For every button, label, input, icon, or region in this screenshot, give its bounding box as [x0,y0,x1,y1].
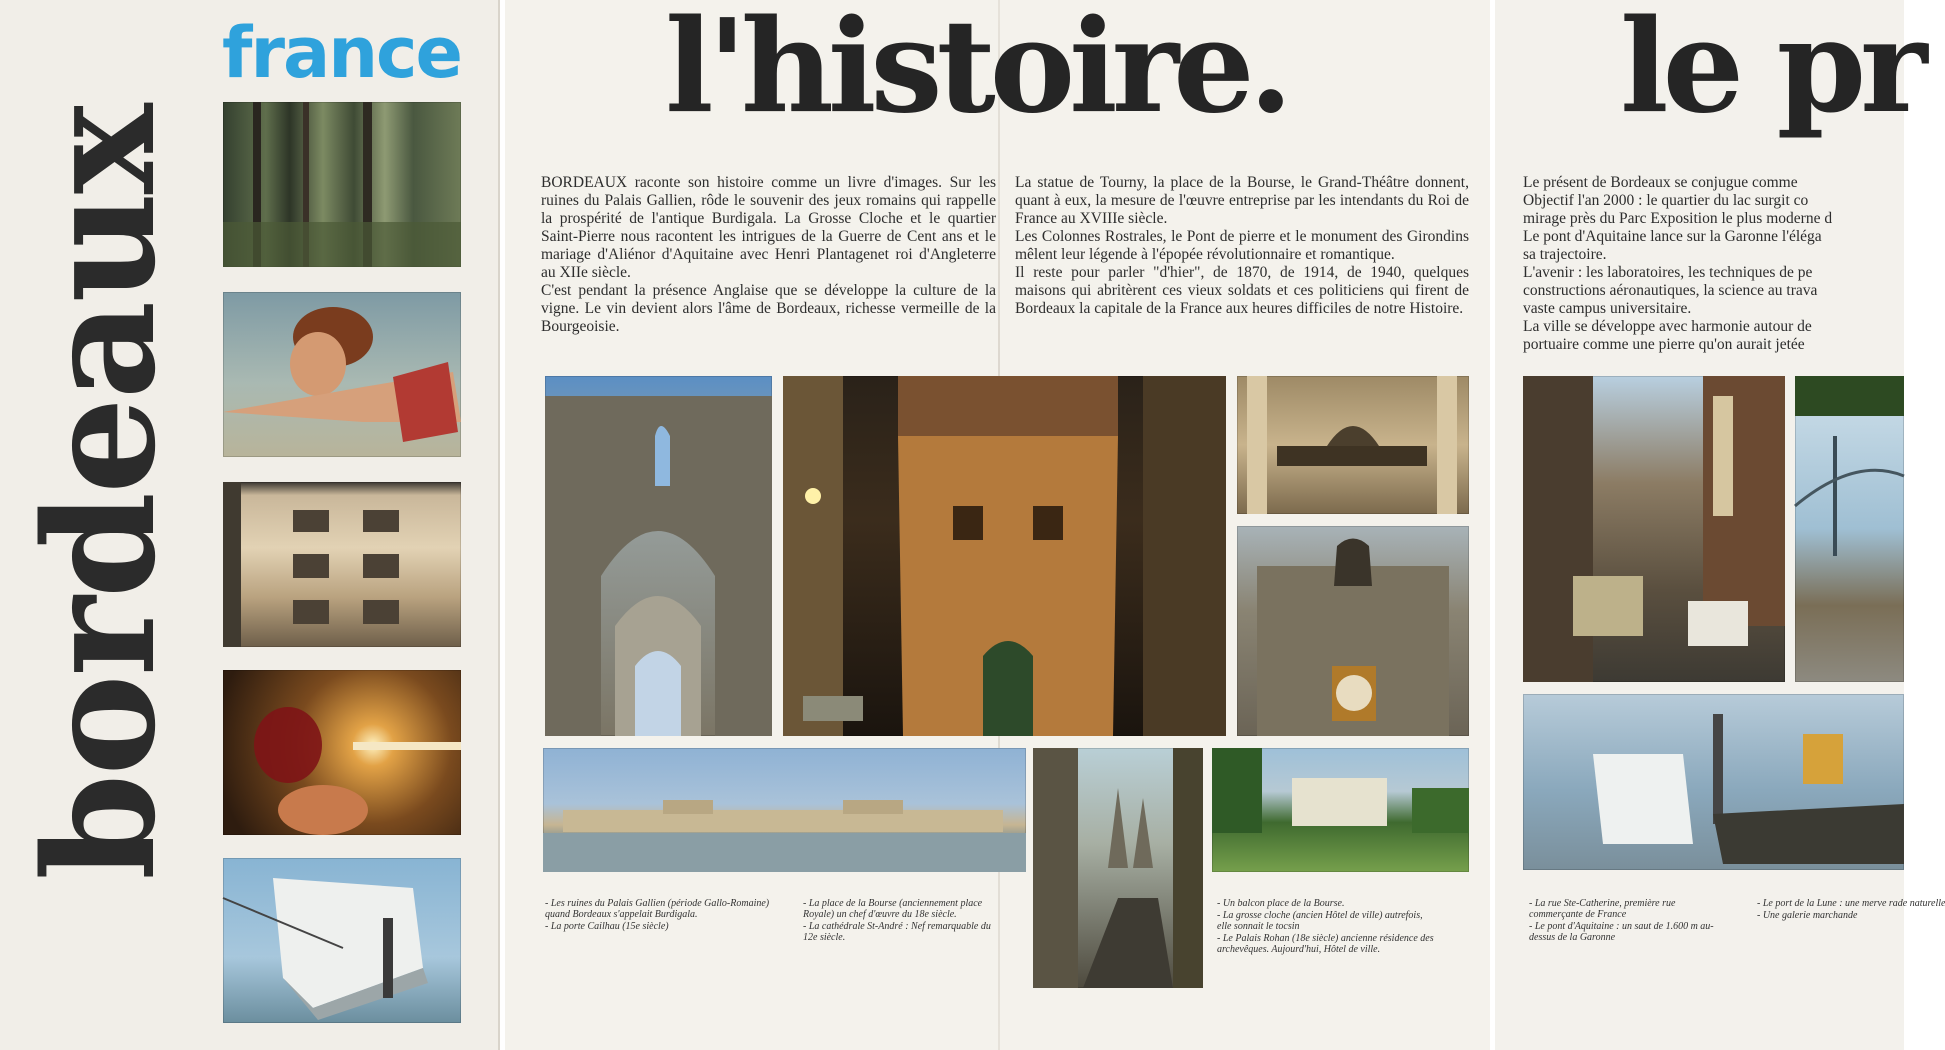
caption: - La rue Ste-Catherine, première rue commerçante de France [1529,898,1676,920]
caption: - La cathédrale St-André : Nef remarquable du 12e siècle. [803,921,991,943]
caption: - La porte Cailhau (15e siècle) [545,921,669,932]
photo-porte-cailhau [783,376,1226,736]
caption: - La place de la Bourse (anciennement place Royale) un chef d'œuvre du 18e siècle. [803,898,983,920]
present-title: le pr [1620,0,1922,142]
present-line: constructions aéronautiques, la science au trava [1523,282,1818,299]
history-paragraph: BORDEAUX raconte son histoire comme un livre d'images. Sur les ruines du Palais Gallien, rôde le souvenir des jeux romains qui rappelle la prospérité de l'antique Burdigala. La Grosse Cloche et le quartier Saint-Pierre nous racontent les intrigues de la Guerre de Cent ans et le mariage d'Aliénor d'Aquitaine avec Henri Plantagenet roi d'Angleterre au XIIe siècle. [541,174,996,281]
present-text [1523,174,1943,354]
history-text-col2 [1015,174,1469,318]
history-spread [505,0,1490,1050]
caption: - Le Palais Rohan (18e siècle) ancienne résidence des archevêques. Aujourd'hui, Hôtel de ville. [1217,933,1434,955]
caption: - Un balcon place de la Bourse. [1217,898,1345,909]
present-line: portuaire comme une pierre qu'on aurait jetée [1523,336,1805,353]
present-line: Le présent de Bordeaux se conjugue comme [1523,174,1798,191]
history-paragraph: La statue de Tourny, la place de la Bourse, le Grand-Théâtre donnent, quant à eux, la mesure de l'œuvre entreprise par les intendants du Roi de France au XVIIIe siècle. [1015,174,1469,227]
present-captions-col1 [1529,898,1719,944]
history-title: l'histoire. [665,0,1288,142]
history-paragraph: C'est pendant la présence Anglaise que se développe la culture de la vigne. Le vin devient alors l'âme de Bordeaux, richesse vermeille de la Bourgeoisie. [541,282,996,335]
cover-panel [0,0,500,1050]
photo-woman-swimming [223,292,461,457]
present-line: L'avenir : les laboratoires, les techniques de pe [1523,264,1813,281]
photo-palais-gallien [545,376,772,736]
captions-col2 [803,898,1003,944]
photo-place-bourse [543,748,1026,872]
photo-rue-ste-catherine [1523,376,1785,682]
photo-ship [223,858,461,1023]
history-paragraph: Il reste pour parler "d'hier", de 1870, de 1914, de 1940, quelques maisons qui abritèrent ces vieux soldats et ces politiciens qui firent de Bordeaux la capitale de la France aux heures difficiles de notre Histoire. [1015,264,1469,317]
present-line: vaste campus universitaire. [1523,300,1692,317]
cover-title: bordeaux [10,105,189,880]
caption: - Le port de la Lune : une merve rade naturelle [1757,898,1945,909]
history-paragraph: Les Colonnes Rostrales, le Pont de pierre et le monument des Girondins mêlent leur légende à l'épopée révolutionnaire et romantique. [1015,228,1469,263]
photo-palais-rohan [1212,748,1469,872]
caption: - Les ruines du Palais Gallien (période Gallo-Romaine) quand Bordeaux s'appelait Burdigala. [545,898,770,920]
present-line: La ville se développe avec harmonie autour de [1523,318,1812,335]
present-captions-col2 [1757,898,1945,922]
present-panel [1495,0,1945,1050]
present-line: Objectif l'an 2000 : le quartier du lac surgit co [1523,192,1809,209]
captions-col3 [1217,898,1437,956]
photo-building-facade [223,482,461,647]
photo-forest [223,102,461,267]
present-line: mirage près du Parc Exposition le plus moderne d [1523,210,1833,227]
caption: - La grosse cloche (ancien Hôtel de ville) autrefois, elle sonnait le tocsin [1217,910,1423,932]
photo-balcony-place-bourse [1237,376,1469,514]
photo-port-de-la-lune [1523,694,1904,870]
history-text-col1 [541,174,996,336]
cover-country: france [222,12,462,94]
present-line: sa trajectoire. [1523,246,1607,263]
photo-grosse-cloche [1237,526,1469,736]
photo-pont-aquitaine [1795,376,1904,682]
captions-col1 [545,898,775,933]
photo-cathedrale-st-andre [1033,748,1203,988]
present-line: Le pont d'Aquitaine lance sur la Garonne l'éléga [1523,228,1822,245]
photo-wine-glass-candle [223,670,461,835]
caption: - Une galerie marchande [1757,910,1858,921]
caption: - Le pont d'Aquitaine : un saut de 1.600 m au-dessus de la Garonne [1529,921,1714,943]
